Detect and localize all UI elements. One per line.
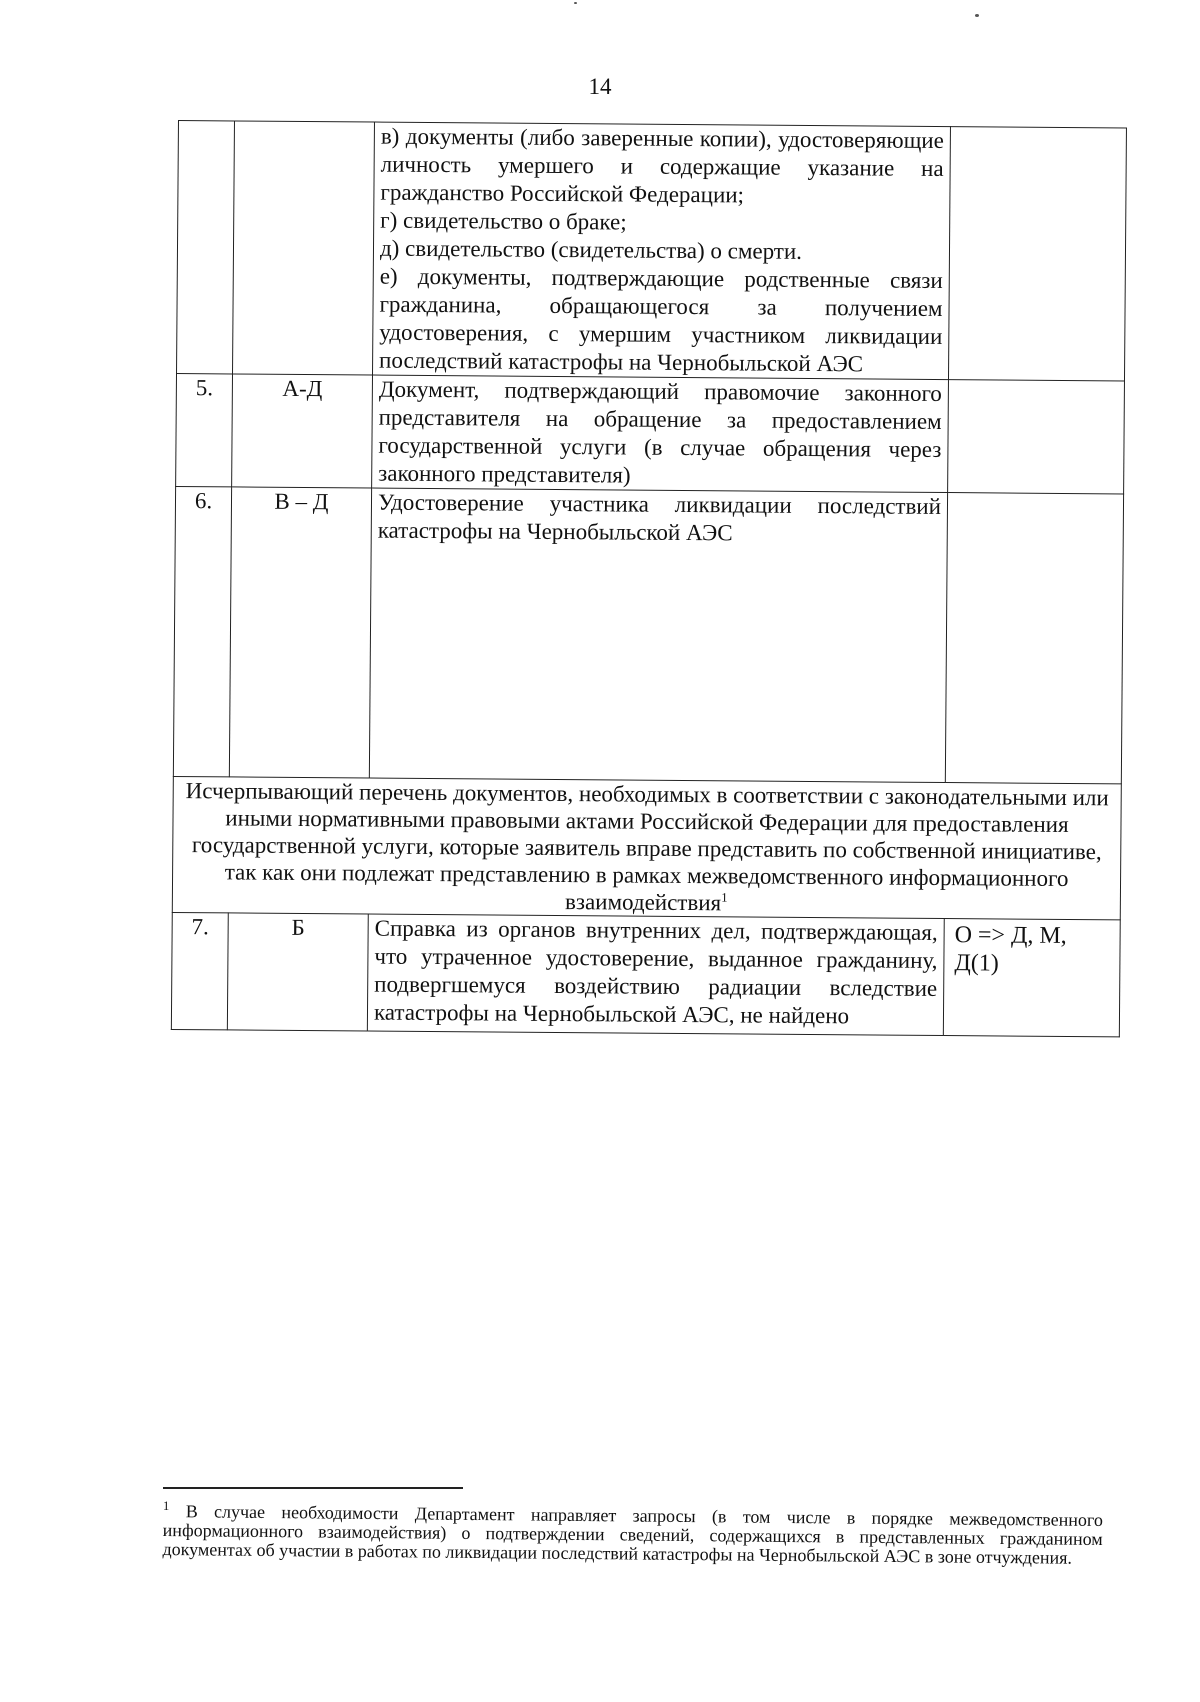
table-row-7 [171,912,1120,1036]
row-number: 6. [173,486,231,776]
footnote-marker: 1 [162,1498,170,1514]
row-number: 5. [176,373,233,486]
section-header-row [172,776,1121,919]
list-item: г) свидетельство о браке; [380,207,627,235]
note-cell [945,493,1123,784]
document-description-cell [373,122,951,380]
row-document-text: Справка из органов внутренних дел, подтверждающая, что утраченное удостоверение, выданное гражданину, подвергшемуся воздействию радиации вследствие катастрофы на Чернобыльской АЭС, не найдено [367,914,944,1036]
table-row-continuation [177,121,1127,381]
table-row-5 [176,373,1125,493]
section-header [172,776,1121,919]
row-document-text: Документ, подтверждающий правомочие законного представителя на обращение за предоставлением государственной услуги (в случае обращения через законного представителя) [372,375,949,493]
note-cell [948,127,1126,381]
row-category: В – Д [229,487,371,778]
documents-table [171,120,1127,1037]
row-note: О => Д, М, Д(1) [943,919,1120,1037]
section-header-text: Исчерпывающий перечень документов, необходимых в соответствии с законодательными или иными нормативными правовыми актами Российской Федерации для предоставления государственной услуги, которые заявитель вправе представить по собственной инициативе, так как они подлежат представлению в рамках межведомственного информационного взаимодействия [185,778,1109,916]
row-number: 7. [171,912,228,1029]
page-number: 14 [588,74,612,99]
footnote-divider [163,1487,463,1489]
footnote-text: В случае необходимости Департамент направляет запросы (в том числе в порядке межведомственного информационного взаимодействия) о подтверждении сведений, содержащихся в представленных гражданином документах об участии в работах по ликвидации последствий катастрофы на Чернобыльской АЭС в зоне отчуждения. [162,1501,1103,1568]
category-cell [233,121,375,375]
list-item: в) документы (либо заверенные копии), удостоверяющие личность умершего и содержащие указание на гражданство Российской Федерации; [380,123,944,208]
footnote [162,1498,1103,1568]
row-category: Б [227,913,368,1031]
row-category: А-Д [232,374,373,488]
row-number-cell [177,121,235,374]
note-cell [948,380,1125,494]
table-row-6 [173,486,1123,783]
footnote-reference: 1 [721,889,728,905]
list-item: е) документы, подтверждающие родственные связи гражданина, обращающегося за получением удостоверения, с умершим участником ликвидации последствий катастрофы на Чернобыльской АЭС [379,263,943,377]
list-item: д) свидетельство (свидетельства) о смерти. [379,235,803,264]
row-document-text: Удостоверение участника ликвидации последствий катастрофы на Чернобыльской АЭС [369,488,947,783]
